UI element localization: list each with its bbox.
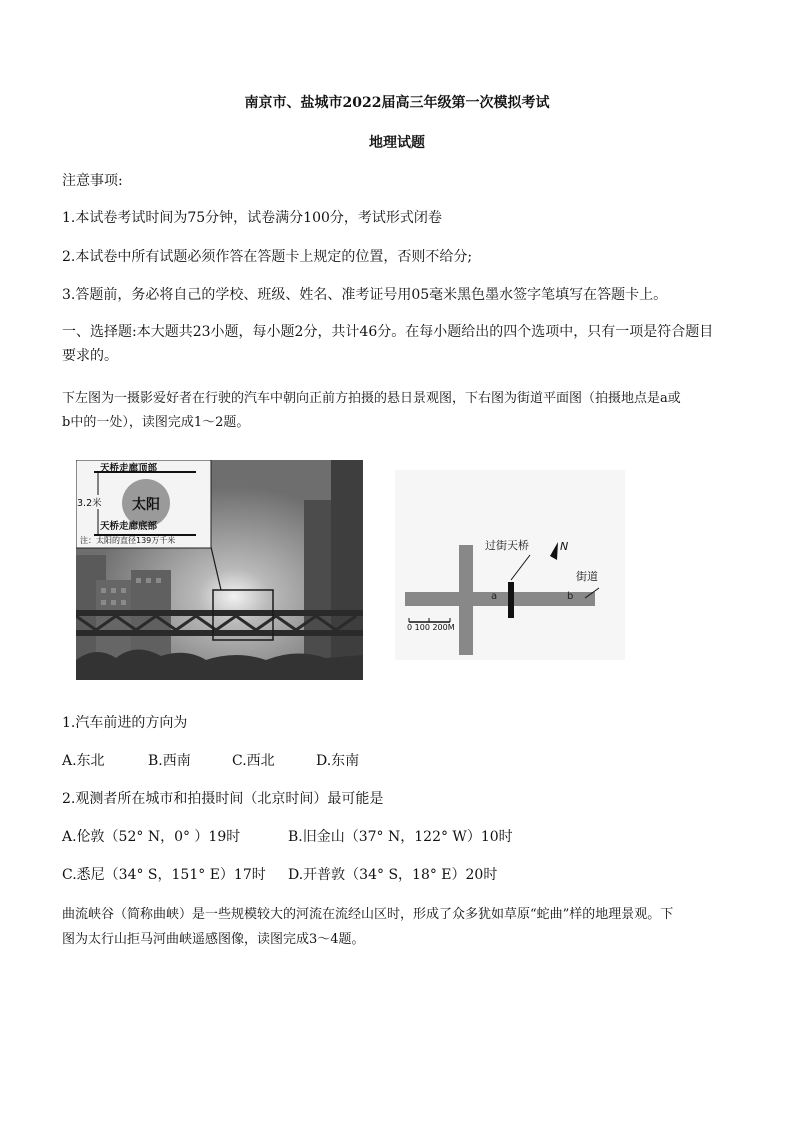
street-map-figure [395,470,625,660]
passage2-line2: 图为太行山拒马河曲峡遥感图像，读图完成3～4题。 [62,932,365,947]
q2-stem: 2.观测者所在城市和拍摄时间（北京时间）最可能是 [62,791,384,807]
passage1-line1: 下左图为一摄影爱好者在行驶的汽车中朝向正前方拍摄的悬日景观图，下右图为街道平面图（拍摄地点是a或 [62,391,681,406]
note-item-1: 1.本试卷考试时间为75分钟，试卷满分100分，考试形式闭卷 [62,210,442,226]
north-label: N [560,540,569,553]
q1-option-c: C.西北 [232,753,275,769]
street-label: 街道 [576,570,598,583]
q1-stem: 1.汽车前进的方向为 [62,715,188,731]
point-b-label: b [567,591,574,602]
q2-option-b: B.旧金山（37° N，122° W）10时 [288,829,513,845]
note-item-2: 2.本试卷中所有试题必须作答在答题卡上规定的位置，否则不给分; [62,249,473,265]
section-intro-line1: 一、选择题:本大题共23小题，每小题2分，共计46分。在每小题给出的四个选项中，只有一项是符合题目 [62,324,714,340]
notes-heading: 注意事项: [62,173,123,189]
q2-option-c: C.悉尼（34° S，151° E）17时 [62,867,266,883]
scale-label: 0 100 200M [407,623,455,632]
q1-option-b: B.西南 [148,753,191,769]
sunset-photo-drawing [76,460,363,680]
passage1-line2: b中的一处），读图完成1～2题。 [62,415,250,430]
sunset-photo-figure [76,460,363,680]
q2-option-a: A.伦敦（52° N，0° ）19时 [62,829,241,845]
q2-option-d: D.开普敦（34° S，18° E）20时 [288,867,498,883]
sun-label: 太阳 [132,497,160,513]
bridge-bottom-label: 天桥走廊底部 [100,521,158,532]
sun-diameter-note: 注：太阳的直径139万千米 [80,536,176,545]
height-label: 3.2米 [77,495,102,509]
section-intro-line2: 要求的。 [62,348,118,364]
subject-title: 地理试题 [369,135,425,151]
passage2-line1: 曲流峡谷（简称曲峡）是一些规模较大的河流在流经山区时，形成了众多犹如草原“蛇曲”样的地理景观。下 [62,907,674,922]
q1-option-a: A.东北 [62,753,105,769]
point-a-label: a [491,591,498,602]
overpass-label: 过街天桥 [485,539,529,552]
q1-option-d: D.东南 [316,753,360,769]
exam-title: 南京市、盐城市2022届高三年级第一次模拟考试 [244,95,550,111]
bridge-top-label: 天桥走廊顶部 [100,463,158,474]
note-item-3: 3.答题前，务必将自己的学校、班级、姓名、准考证号用05毫米黑色墨水签字笔填写在答题卡上。 [62,287,668,303]
